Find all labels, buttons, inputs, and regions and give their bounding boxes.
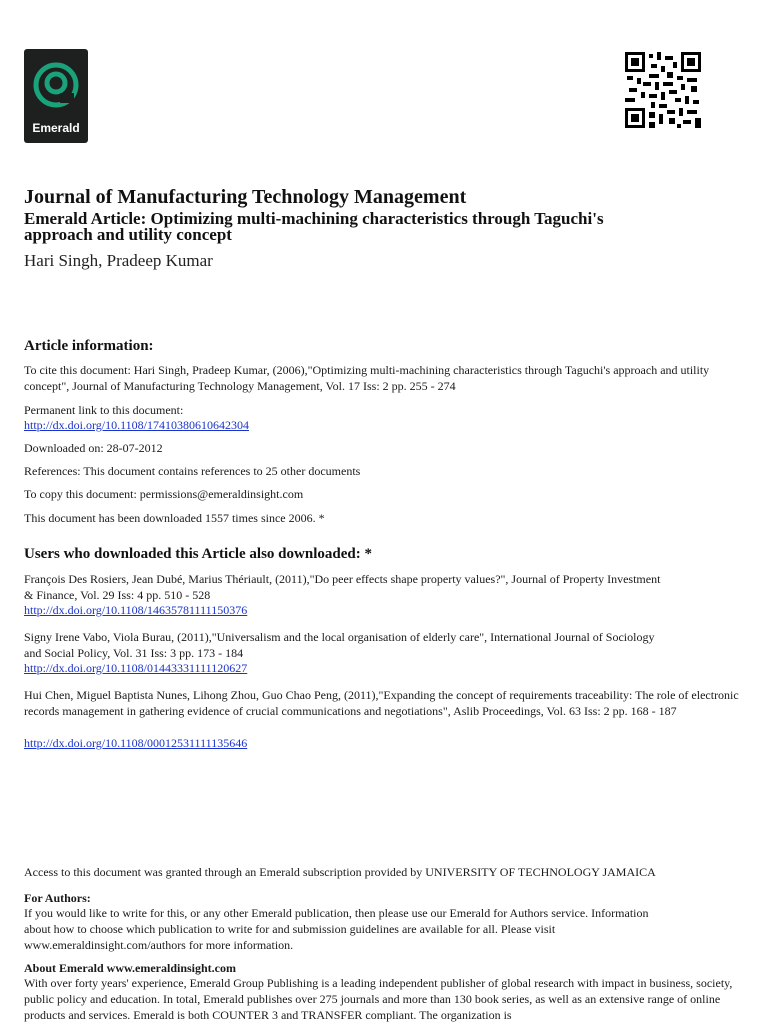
emerald-swirl-icon	[32, 57, 80, 117]
also-downloaded-item-2: Signy Irene Vabo, Viola Burau, (2011),"Universalism and the local organisation of elderly care", International Journal of Sociology and Social Policy, Vol. 31 Iss: 3 pp. 173 - 184	[24, 630, 655, 660]
copy-permissions: To copy this document: permissions@emeraldinsight.com	[24, 487, 304, 501]
download-count: This document has been downloaded 1557 times since 2006. *	[24, 511, 325, 525]
also-downloaded-item-1: François Des Rosiers, Jean Dubé, Marius Thériault, (2011),"Do peer effects shape property values?", Journal of Property Investment & Finance, Vol. 29 Iss: 4 pp. 510 - 528	[24, 572, 661, 602]
permalink-link[interactable]: http://dx.doi.org/10.1108/17410380610642304	[24, 418, 250, 432]
article-authors: Hari Singh, Pradeep Kumar	[24, 251, 213, 270]
also-downloaded-heading: Users who downloaded this Article also downloaded: *	[24, 546, 372, 562]
also-downloaded-link-3[interactable]: http://dx.doi.org/10.1108/00012531111135646	[24, 736, 248, 750]
logo-text: Emerald	[32, 121, 80, 135]
about-emerald-text: With over forty years' experience, Emerald Group Publishing is a leading independent publisher of global research with impact in business, society, public policy and education. In total, Emerald publishes over 275 journals and more than 130 book series, as well as an extensive range of online products and services. Emerald is both COUNTER 3 and TRANSFER compliant. The organization is	[24, 976, 733, 1022]
emerald-logo	[24, 49, 88, 143]
also-downloaded-link-1[interactable]: http://dx.doi.org/10.1108/14635781111150376	[24, 603, 248, 617]
access-notice: Access to this document was granted through an Emerald subscription provided by UNIVERSITY OF TECHNOLOGY JAMAICA	[24, 865, 656, 879]
references-count: References: This document contains references to 25 other documents	[24, 464, 361, 478]
about-emerald-heading: About Emerald www.emeraldinsight.com	[24, 961, 236, 975]
also-downloaded-link-2[interactable]: http://dx.doi.org/10.1108/01443331111120627	[24, 661, 248, 675]
citation-text: To cite this document: Hari Singh, Pradeep Kumar, (2006),"Optimizing multi-machining characteristics through Taguchi's approach and utility concept", Journal of Manufacturing Technology Management, Vol. 17 Iss: 2 pp. 255 - 274	[24, 363, 710, 393]
for-authors-heading: For Authors:	[24, 891, 91, 905]
article-title: Emerald Article: Optimizing multi-machining characteristics through Taguchi's approach and utility concept	[24, 209, 604, 244]
also-downloaded-item-3: Hui Chen, Miguel Baptista Nunes, Lihong Zhou, Guo Chao Peng, (2011),"Expanding the concept of requirements traceability: The role of electronic records management in gathering evidence of crucial communications and negotiations", Aslib Proceedings, Vol. 63 Iss: 2 pp. 168 - 187	[24, 688, 739, 718]
journal-title: Journal of Manufacturing Technology Management	[24, 186, 467, 208]
qr-code-icon	[625, 52, 701, 128]
permalink-label: Permanent link to this document:	[24, 403, 184, 417]
article-information-heading: Article information:	[24, 338, 154, 354]
downloaded-on: Downloaded on: 28-07-2012	[24, 441, 163, 455]
for-authors-text: If you would like to write for this, or any other Emerald publication, then please use our Emerald for Authors service. Information about how to choose which publication to write for and submission guidelines are available for all. Please visit www.emeraldinsight.com/authors for more information.	[24, 906, 649, 952]
